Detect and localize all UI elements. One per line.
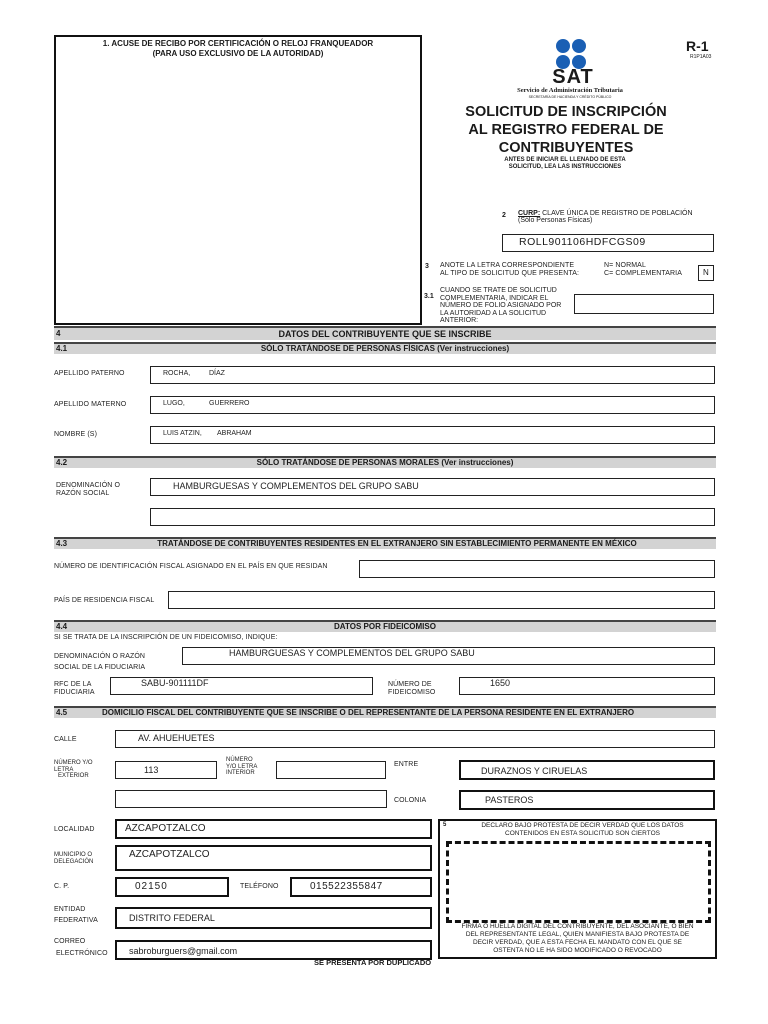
firma-box xyxy=(438,819,717,959)
sec41-title: SÓLO TRATÁNDOSE DE PERSONAS FÍSICAS (Ver instrucciones) xyxy=(260,344,510,353)
sat-name: Servicio de Administración Tributaria xyxy=(517,87,623,94)
firma-area[interactable] xyxy=(446,841,711,923)
tipo-label1: ANOTE LA LETRA CORRESPONDIENTE xyxy=(440,262,575,269)
note-line2: SOLICITUD, LEA LAS INSTRUCCIONES xyxy=(508,164,622,170)
logo-dot xyxy=(572,39,586,53)
municipio-label2: DELEGACIÓN xyxy=(54,859,94,865)
sec43-number: 4.3 xyxy=(56,539,68,548)
folio-input[interactable] xyxy=(574,294,714,314)
razon-social-label1: DENOMINACIÓN O xyxy=(56,482,121,489)
curp-value: ROLL901106HDFCGS09 xyxy=(519,236,646,248)
pais-residencia-label: PAÍS DE RESIDENCIA FISCAL xyxy=(54,597,155,604)
entidad-value: DISTRITO FEDERAL xyxy=(129,913,215,923)
direccion-extra-input[interactable] xyxy=(115,790,387,808)
apellido-paterno-label: APELLIDO PATERNO xyxy=(54,370,125,377)
sec42-title: SÓLO TRATÁNDOSE DE PERSONAS MORALES (Ver instrucciones) xyxy=(256,458,514,467)
municipio-value: AZCAPOTZALCO xyxy=(129,849,210,860)
num-int-label2: Y/O LETRA xyxy=(226,763,258,770)
num-int-label1: NÚMERO xyxy=(226,757,253,763)
form-title-line3: CONTRIBUYENTES xyxy=(498,140,634,156)
num-fideicomiso-label2: FIDEICOMISO xyxy=(388,689,436,696)
entidad-label2: FEDERATIVA xyxy=(54,917,98,924)
localidad-label: LOCALIDAD xyxy=(54,826,95,833)
curp-label-rest: CLAVE ÚNICA DE REGISTRO DE POBLACIÓN xyxy=(542,210,693,217)
num-ext-label3: EXTERIOR xyxy=(58,773,89,779)
declare-line1: DECLARO BAJO PROTESTA DE DECIR VERDAD QUE LOS DATOS xyxy=(481,822,684,829)
nombre-value1: LUIS ATZIN, xyxy=(163,430,202,437)
sec41-number: 4.1 xyxy=(56,344,68,353)
num-int-input[interactable] xyxy=(276,761,386,779)
rfc-fiduciaria-label1: RFC DE LA xyxy=(54,681,92,688)
entre-label: ENTRE xyxy=(394,761,419,768)
firma-line2: DEL REPRESENTANTE LEGAL, QUIEN MANIFIESTA BAJO PROTESTA DE xyxy=(465,931,690,938)
sec44-title: DATOS POR FIDEICOMISO xyxy=(334,622,436,631)
instructions-note xyxy=(470,157,660,171)
telefono-label: TELÉFONO xyxy=(240,883,279,890)
pais-residencia-input[interactable] xyxy=(168,591,715,609)
form-title-line2: AL REGISTRO FEDERAL DE xyxy=(468,122,664,138)
municipio-input[interactable] xyxy=(115,845,432,871)
razon-social-label2: RAZÓN SOCIAL xyxy=(56,490,110,497)
sat-ministry: SECRETARÍA DE HACIENDA Y CRÉDITO PÚBLICO xyxy=(528,95,612,99)
cp-input[interactable] xyxy=(115,877,229,897)
acuse-box xyxy=(54,35,422,325)
logo-dot xyxy=(556,39,570,53)
num-int-label3: INTERIOR xyxy=(226,770,255,776)
folio-label3: NÚMERO DE FOLIO ASIGNADO POR xyxy=(440,302,562,309)
municipio-label1: MUNICIPIO O xyxy=(54,852,93,858)
fiduciaria-label1: DENOMINACIÓN O RAZÓN xyxy=(54,653,146,660)
correo-label1: CORREO xyxy=(54,938,86,945)
acuse-subtitle: (PARA USO EXCLUSIVO DE LA AUTORIDAD) xyxy=(152,49,324,58)
form-title-line1: SOLICITUD DE INSCRIPCIÓN xyxy=(465,104,667,120)
sec45-bar xyxy=(54,706,716,718)
tipo-value: N xyxy=(703,268,709,277)
correo-label2: ELECTRÓNICO xyxy=(56,950,108,957)
num-fideicomiso-input[interactable] xyxy=(459,677,715,695)
entre-value: DURAZNOS Y CIRUELAS xyxy=(481,766,588,776)
num-ext-label2: LETRA xyxy=(54,766,74,773)
sec5-number: 5 xyxy=(443,822,447,828)
entre-input[interactable] xyxy=(459,760,715,780)
sec44-number: 4.4 xyxy=(56,622,68,631)
num-fideicomiso-value: 1650 xyxy=(490,678,511,688)
num-ext-value: 113 xyxy=(144,765,159,775)
curp-input[interactable] xyxy=(502,234,714,252)
rfc-fiduciaria-input[interactable] xyxy=(110,677,373,695)
apellido-paterno-value1: ROCHA, xyxy=(163,370,191,377)
tipo-label2: AL TIPO DE SOLICITUD QUE PRESENTA: xyxy=(440,270,580,277)
calle-input[interactable] xyxy=(115,730,715,748)
nombre-value2: ABRAHAM xyxy=(217,430,252,437)
sec45-number: 4.5 xyxy=(56,708,68,717)
tipo-input[interactable] xyxy=(698,265,714,281)
colonia-input[interactable] xyxy=(459,790,715,810)
num-fideicomiso-label1: NÚMERO DE xyxy=(388,681,432,688)
entidad-input[interactable] xyxy=(115,907,432,929)
sec4-number: 4 xyxy=(56,329,61,338)
sec42-number: 4.2 xyxy=(56,458,68,467)
curp-label: CURP: xyxy=(518,210,541,217)
sec4-bar xyxy=(54,326,716,340)
apellido-paterno-input[interactable] xyxy=(150,366,715,384)
nombre-label: NOMBRE (S) xyxy=(54,431,97,438)
fiduciaria-label2: SOCIAL DE LA FIDUCIARIA xyxy=(54,664,146,671)
nif-label: NÚMERO DE IDENTIFICACIÓN FISCAL ASIGNADO EN EL PAÍS EN QUE RESIDAN xyxy=(54,563,328,570)
apellido-paterno-value2: DÍAZ xyxy=(209,370,225,377)
curp-label-sub: (Sólo Personas Físicas) xyxy=(518,217,593,224)
apellido-materno-value1: LUGO, xyxy=(163,400,185,407)
razon-social-input[interactable] xyxy=(150,478,715,496)
sec43-bar xyxy=(54,537,716,549)
folio-label5: ANTERIOR: xyxy=(440,317,479,324)
apellido-materno-value2: GUERRERO xyxy=(209,400,250,407)
tipo-opt-c: C= COMPLEMENTARIA xyxy=(604,270,682,277)
note-line1: ANTES DE INICIAR EL LLENADO DE ESTA xyxy=(504,157,626,163)
firma-line3: DECIR VERDAD, QUE A ESTA FECHA EL MANDATO CON EL QUE SE xyxy=(472,939,682,946)
folio-label2: COMPLEMENTARIA, INDICAR EL xyxy=(440,294,549,302)
fideicomiso-intro: SI SE TRATA DE LA INSCRIPCIÓN DE UN FIDEICOMISO, INDIQUE: xyxy=(54,634,278,641)
entidad-label1: ENTIDAD xyxy=(54,906,86,913)
footer-note: SE PRESENTA POR DUPLICADO xyxy=(314,958,432,967)
curp-number: 2 xyxy=(502,212,506,219)
sec44-bar xyxy=(54,620,716,632)
form-code-sub: R1P1A03 xyxy=(690,54,712,60)
apellido-materno-label: APELLIDO MATERNO xyxy=(54,401,127,408)
colonia-label: COLONIA xyxy=(394,797,427,804)
correo-input[interactable] xyxy=(115,940,432,960)
rfc-fiduciaria-value: SABU-901111DF xyxy=(141,678,209,688)
rfc-fiduciaria-label2: FIDUCIARIA xyxy=(54,689,95,696)
num-ext-label1: NÚMERO Y/O xyxy=(54,760,93,766)
acuse-number: 1. xyxy=(102,39,110,48)
num-ext-input[interactable] xyxy=(115,761,217,779)
sec43-title: TRATÁNDOSE DE CONTRIBUYENTES RESIDENTES EN EL EXTRANJERO SIN ESTABLECIMIENTO PERMANENTE EN MÉXICO xyxy=(157,539,637,548)
tipo-number: 3 xyxy=(425,263,429,270)
sec4-title: DATOS DEL CONTRIBUYENTE QUE SE INSCRIBE xyxy=(278,329,492,339)
nombre-input[interactable] xyxy=(150,426,715,444)
cp-label: C. P. xyxy=(54,883,70,890)
sec41-bar xyxy=(54,342,716,354)
razon-social-value: HAMBURGUESAS Y COMPLEMENTOS DEL GRUPO SABU xyxy=(173,481,419,491)
telefono-input[interactable] xyxy=(290,877,432,897)
sec45-title: DOMICILIO FISCAL DEL CONTRIBUYENTE QUE SE INSCRIBE O DEL REPRESENTANTE DE LA PERSONA RESIDENTE EN EL EXTRANJERO xyxy=(102,708,635,717)
firma-line1: FIRMA O HUELLA DIGITAL DEL CONTRIBUYENTE, DEL ASOCIANTE, O BIEN xyxy=(461,923,694,930)
form-title xyxy=(450,103,682,157)
colonia-value: PASTEROS xyxy=(485,795,534,805)
sec42-bar xyxy=(54,456,716,468)
razon-social-input-2[interactable] xyxy=(150,508,715,526)
localidad-value: AZCAPOTZALCO xyxy=(125,823,206,834)
calle-value: AV. AHUEHUETES xyxy=(138,733,215,743)
telefono-value: 015522355847 xyxy=(310,881,383,892)
calle-label: CALLE xyxy=(54,736,77,743)
tipo-opt-n: N= NORMAL xyxy=(604,262,646,269)
apellido-materno-input[interactable] xyxy=(150,396,715,414)
form-code: R-1 xyxy=(686,38,709,54)
correo-value: sabroburguers@gmail.com xyxy=(129,946,238,956)
sat-logo-text: SAT xyxy=(552,66,594,88)
folio-label4: LA AUTORIDAD A LA SOLICITUD xyxy=(440,309,547,317)
nif-input[interactable] xyxy=(359,560,715,578)
localidad-input[interactable] xyxy=(115,819,432,839)
fiduciaria-value: HAMBURGUESAS Y COMPLEMENTOS DEL GRUPO SABU xyxy=(229,648,475,658)
firma-line4: OSTENTA NO LE HA SIDO MODIFICADO O REVOCADO xyxy=(493,947,662,954)
folio-number: 3.1 xyxy=(424,293,434,300)
folio-label1: CUANDO SE TRATE DE SOLICITUD xyxy=(440,287,557,294)
acuse-title: ACUSE DE RECIBO POR CERTIFICACIÓN O RELOJ FRANQUEADOR xyxy=(111,39,374,48)
fiduciaria-input[interactable] xyxy=(182,647,715,665)
cp-value: 02150 xyxy=(135,881,168,892)
declare-line2: CONTENIDOS EN ESTA SOLICITUD SON CIERTOS xyxy=(505,829,660,837)
